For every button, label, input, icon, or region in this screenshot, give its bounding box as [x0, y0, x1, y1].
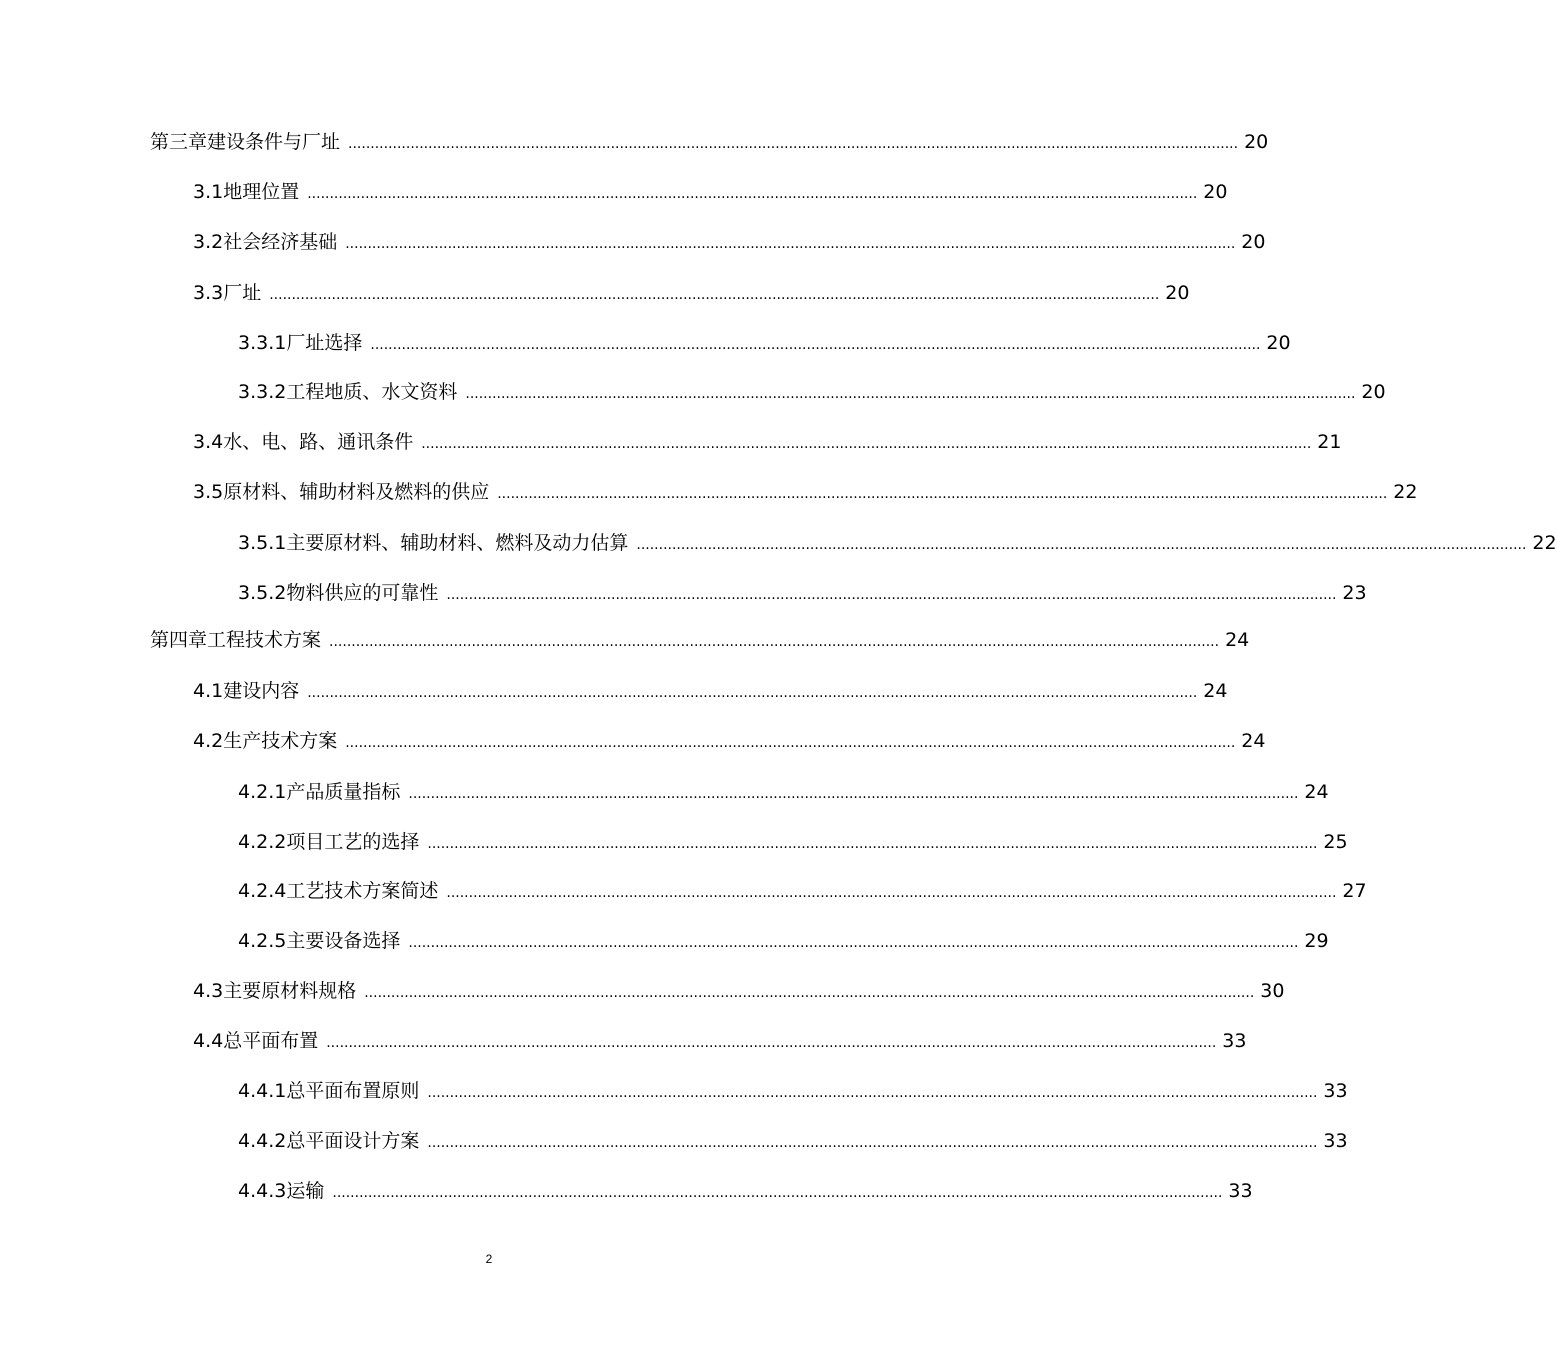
toc-entry-page: 20: [1266, 332, 1291, 354]
toc-entry-title: 建设条件与厂址: [207, 131, 341, 153]
toc-entry-number: 3.2: [193, 231, 224, 253]
toc-leader-dots: ........................................................................................................................................................................................................: [307, 186, 1198, 202]
toc-leader-dots: ........................................................................................................................................................................................................: [332, 1185, 1223, 1201]
toc-entry-title: 主要设备选择: [286, 930, 401, 952]
toc-entry-title: 总平面设计方案: [286, 1130, 420, 1152]
toc-entry-page: 33: [1323, 1080, 1348, 1102]
toc-entry-4-4: [193, 1026, 1247, 1056]
toc-leader-dots: ........................................................................................................................................................................................................: [348, 136, 1239, 152]
toc-entry-number: 第四章: [150, 629, 208, 651]
toc-entry-number: 4.4: [193, 1030, 224, 1052]
toc-entry-4-2-4: [238, 876, 1367, 906]
toc-entry-4-3: [193, 976, 1285, 1006]
toc-entry-title: 运输: [286, 1180, 325, 1202]
toc-leader-dots: ........................................................................................................................................................................................................: [427, 1135, 1318, 1151]
toc-leader-dots: ........................................................................................................................................................................................................: [408, 935, 1299, 951]
toc-entry-4-4-3: [238, 1176, 1253, 1206]
toc-entry-3-4: [193, 427, 1342, 457]
toc-entry-number: 4.2.1: [238, 781, 287, 803]
toc-entry-ch4: [150, 625, 1250, 655]
toc-entry-page: 22: [1393, 481, 1418, 503]
toc-leader-dots: ........................................................................................................................................................................................................: [364, 985, 1255, 1001]
toc-entry-page: 20: [1203, 181, 1228, 203]
toc-entry-title: 主要原材料、辅助材料、燃料及动力估算: [286, 532, 629, 554]
toc-entry-page: 20: [1244, 131, 1269, 153]
toc-entry-page: 33: [1323, 1130, 1348, 1152]
toc-entry-page: 20: [1241, 231, 1266, 253]
toc-entry-ch3: [150, 127, 1269, 157]
toc-entry-page: 20: [1361, 381, 1386, 403]
toc-entry-4-2: [193, 726, 1266, 756]
toc-leader-dots: ........................................................................................................................................................................................................: [446, 587, 1337, 603]
toc-entry-3-3-1: [238, 328, 1291, 358]
toc-leader-dots: ........................................................................................................................................................................................................: [636, 537, 1527, 553]
toc-leader-dots: ........................................................................................................................................................................................................: [421, 436, 1312, 452]
toc-entry-number: 4.1: [193, 680, 224, 702]
toc-entry-3-1: [193, 177, 1228, 207]
toc-entry-page: 25: [1323, 831, 1348, 853]
toc-entry-number: 4.4.2: [238, 1130, 287, 1152]
toc-entry-number: 3.5.2: [238, 582, 287, 604]
toc-entry-number: 4.2.2: [238, 831, 287, 853]
toc-leader-dots: ........................................................................................................................................................................................................: [427, 1085, 1318, 1101]
toc-entry-title: 厂址: [223, 282, 262, 304]
toc-entry-title: 项目工艺的选择: [286, 831, 420, 853]
toc-leader-dots: ........................................................................................................................................................................................................: [345, 236, 1236, 252]
toc-leader-dots: ........................................................................................................................................................................................................: [370, 337, 1261, 353]
toc-entry-3-2: [193, 227, 1266, 257]
toc-entry-page: 30: [1260, 980, 1285, 1002]
toc-entry-title: 社会经济基础: [223, 231, 338, 253]
toc-entry-page: 29: [1304, 930, 1329, 952]
toc-entry-number: 4.2: [193, 730, 224, 752]
toc-entry-number: 3.3.2: [238, 381, 287, 403]
toc-entry-number: 4.3: [193, 980, 224, 1002]
toc-leader-dots: ........................................................................................................................................................................................................: [427, 836, 1318, 852]
toc-entry-4-1: [193, 676, 1228, 706]
toc-entry-number: 3.3.1: [238, 332, 287, 354]
toc-entry-page: 24: [1225, 629, 1250, 651]
toc-leader-dots: ........................................................................................................................................................................................................: [307, 685, 1198, 701]
toc-entry-title: 水、电、路、通讯条件: [223, 431, 414, 453]
toc-entry-page: 24: [1203, 680, 1228, 702]
toc-leader-dots: ........................................................................................................................................................................................................: [465, 386, 1356, 402]
toc-leader-dots: ........................................................................................................................................................................................................: [408, 786, 1299, 802]
toc-entry-page: 24: [1241, 730, 1266, 752]
toc-entry-title: 地理位置: [223, 181, 300, 203]
toc-entry-title: 产品质量指标: [286, 781, 401, 803]
toc-entry-page: 21: [1317, 431, 1342, 453]
toc-entry-title: 总平面布置: [223, 1030, 319, 1052]
toc-entry-3-5-2: [238, 578, 1367, 608]
toc-entry-number: 4.4.3: [238, 1180, 287, 1202]
toc-entry-4-2-5: [238, 926, 1329, 956]
toc-entry-number: 3.5: [193, 481, 224, 503]
toc-entry-title: 建设内容: [223, 680, 300, 702]
toc-entry-title: 工艺技术方案简述: [286, 880, 439, 902]
toc-entry-number: 3.4: [193, 431, 224, 453]
toc-entry-number: 3.3: [193, 282, 224, 304]
toc-entry-4-4-1: [238, 1076, 1348, 1106]
toc-entry-page: 33: [1222, 1030, 1247, 1052]
toc-entry-title: 总平面布置原则: [286, 1080, 420, 1102]
toc-entry-page: 22: [1532, 532, 1557, 554]
toc-entry-title: 原材料、辅助材料及燃料的供应: [223, 481, 490, 503]
toc-entry-3-3-2: [238, 377, 1386, 407]
toc-entry-3-5-1: [238, 528, 1557, 558]
toc-entry-page: 20: [1165, 282, 1190, 304]
toc-entry-number: 3.5.1: [238, 532, 287, 554]
toc-entry-title: 厂址选择: [286, 332, 363, 354]
toc-entry-3-3: [193, 278, 1190, 308]
toc-entry-4-4-2: [238, 1126, 1348, 1156]
page-number: 2: [485, 1252, 493, 1266]
toc-entry-number: 3.1: [193, 181, 224, 203]
toc-leader-dots: ........................................................................................................................................................................................................: [329, 634, 1220, 650]
toc-leader-dots: ........................................................................................................................................................................................................: [345, 735, 1236, 751]
toc-leader-dots: ........................................................................................................................................................................................................: [269, 287, 1160, 303]
toc-entry-title: 工程地质、水文资料: [286, 381, 458, 403]
toc-entry-page: 23: [1342, 582, 1367, 604]
toc-entry-page: 33: [1228, 1180, 1253, 1202]
toc-leader-dots: ........................................................................................................................................................................................................: [326, 1035, 1217, 1051]
toc-entry-title: 主要原材料规格: [223, 980, 357, 1002]
toc-entry-title: 工程技术方案: [207, 629, 322, 651]
toc-entry-number: 第三章: [150, 131, 208, 153]
toc-entry-4-2-2: [238, 827, 1348, 857]
toc-entry-title: 生产技术方案: [223, 730, 338, 752]
toc-leader-dots: ........................................................................................................................................................................................................: [446, 885, 1337, 901]
toc-entry-page: 27: [1342, 880, 1367, 902]
toc-entry-number: 4.2.5: [238, 930, 287, 952]
toc-entry-3-5: [193, 477, 1418, 507]
toc-entry-page: 24: [1304, 781, 1329, 803]
toc-entry-number: 4.4.1: [238, 1080, 287, 1102]
toc-entry-number: 4.2.4: [238, 880, 287, 902]
toc-entry-title: 物料供应的可靠性: [286, 582, 439, 604]
toc-entry-4-2-1: [238, 777, 1329, 807]
toc-leader-dots: ........................................................................................................................................................................................................: [497, 486, 1388, 502]
